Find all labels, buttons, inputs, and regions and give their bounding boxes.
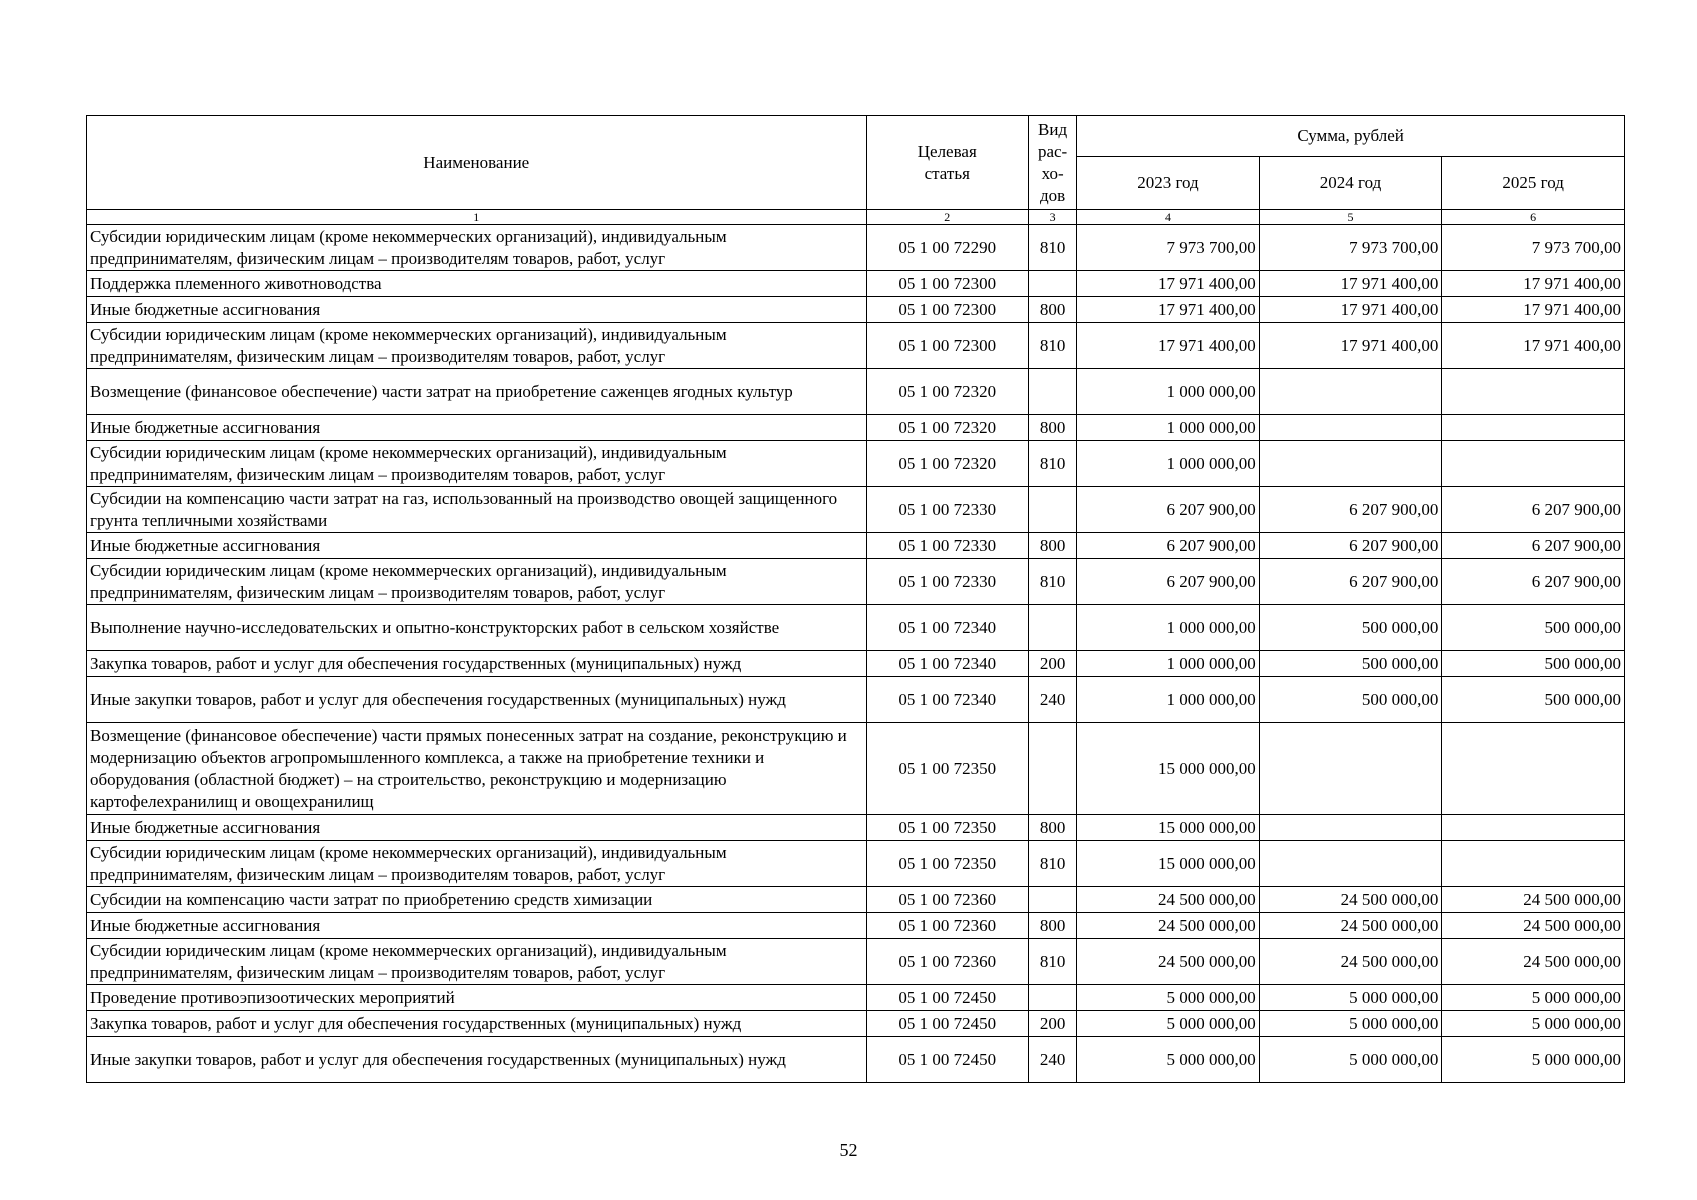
row-amount-2024: 24 500 000,00 — [1259, 887, 1442, 913]
header-year-2023: 2023 год — [1077, 157, 1260, 210]
table-row — [87, 651, 1625, 677]
row-amount-2024: 17 971 400,00 — [1259, 323, 1442, 369]
row-amount-2024: 500 000,00 — [1259, 605, 1442, 651]
header-year-2024: 2024 год — [1259, 157, 1442, 210]
row-expense-type: 810 — [1029, 841, 1077, 887]
header-type-line3: хо- — [1041, 163, 1064, 183]
row-target-code: 05 1 00 72320 — [866, 369, 1029, 415]
row-amount-2025: 24 500 000,00 — [1442, 939, 1625, 985]
row-expense-type: 800 — [1029, 815, 1077, 841]
table-row — [87, 887, 1625, 913]
row-amount-2023: 6 207 900,00 — [1077, 487, 1260, 533]
row-amount-2025 — [1442, 415, 1625, 441]
table-row — [87, 559, 1625, 605]
row-amount-2025: 24 500 000,00 — [1442, 887, 1625, 913]
row-amount-2023: 15 000 000,00 — [1077, 723, 1260, 815]
row-amount-2024: 500 000,00 — [1259, 677, 1442, 723]
row-amount-2024 — [1259, 441, 1442, 487]
row-amount-2024 — [1259, 369, 1442, 415]
row-target-code: 05 1 00 72300 — [866, 271, 1029, 297]
row-expense-type: 800 — [1029, 533, 1077, 559]
row-target-code: 05 1 00 72330 — [866, 487, 1029, 533]
row-amount-2023: 17 971 400,00 — [1077, 297, 1260, 323]
row-amount-2024: 17 971 400,00 — [1259, 297, 1442, 323]
table-row — [87, 297, 1625, 323]
row-amount-2023: 1 000 000,00 — [1077, 415, 1260, 441]
row-amount-2023: 1 000 000,00 — [1077, 369, 1260, 415]
row-name: Иные закупки товаров, работ и услуг для обеспечения государственных (муниципальных) нужд — [87, 677, 867, 723]
row-name: Иные бюджетные ассигнования — [87, 913, 867, 939]
table-row — [87, 225, 1625, 271]
row-target-code: 05 1 00 72290 — [866, 225, 1029, 271]
row-expense-type — [1029, 369, 1077, 415]
row-name: Выполнение научно-исследовательских и опытно-конструкторских работ в сельском хозяйстве — [87, 605, 867, 651]
header-target-line2: статья — [924, 163, 970, 183]
row-name: Возмещение (финансовое обеспечение) части затрат на приобретение саженцев ягодных культур — [87, 369, 867, 415]
row-name: Закупка товаров, работ и услуг для обеспечения государственных (муниципальных) нужд — [87, 1011, 867, 1037]
row-amount-2024: 5 000 000,00 — [1259, 1037, 1442, 1083]
row-amount-2023: 15 000 000,00 — [1077, 815, 1260, 841]
row-target-code: 05 1 00 72330 — [866, 559, 1029, 605]
row-amount-2025: 17 971 400,00 — [1442, 271, 1625, 297]
row-amount-2024: 6 207 900,00 — [1259, 559, 1442, 605]
row-amount-2023: 6 207 900,00 — [1077, 533, 1260, 559]
row-amount-2024 — [1259, 415, 1442, 441]
row-amount-2025: 17 971 400,00 — [1442, 297, 1625, 323]
row-name: Субсидии юридическим лицам (кроме некоммерческих организаций), индивидуальным предпринимателям, физическим лицам – производителям товаров, работ, услуг — [87, 323, 867, 369]
row-amount-2023: 1 000 000,00 — [1077, 605, 1260, 651]
table-row — [87, 939, 1625, 985]
row-name: Иные бюджетные ассигнования — [87, 297, 867, 323]
row-target-code: 05 1 00 72450 — [866, 1011, 1029, 1037]
row-amount-2024: 6 207 900,00 — [1259, 487, 1442, 533]
row-amount-2025: 6 207 900,00 — [1442, 487, 1625, 533]
row-amount-2025 — [1442, 723, 1625, 815]
row-amount-2023: 5 000 000,00 — [1077, 1037, 1260, 1083]
table-row — [87, 369, 1625, 415]
row-amount-2024 — [1259, 815, 1442, 841]
row-target-code: 05 1 00 72350 — [866, 815, 1029, 841]
column-number: 3 — [1029, 210, 1077, 225]
row-amount-2025 — [1442, 815, 1625, 841]
column-number-row — [87, 210, 1625, 225]
row-name: Субсидии юридическим лицам (кроме некоммерческих организаций), индивидуальным предпринимателям, физическим лицам – производителям товаров, работ, услуг — [87, 225, 867, 271]
row-name: Иные бюджетные ассигнования — [87, 533, 867, 559]
header-expense-type — [1029, 116, 1077, 210]
row-amount-2025 — [1442, 369, 1625, 415]
row-name: Иные бюджетные ассигнования — [87, 415, 867, 441]
row-amount-2025: 500 000,00 — [1442, 677, 1625, 723]
table-row — [87, 533, 1625, 559]
row-amount-2023: 1 000 000,00 — [1077, 651, 1260, 677]
row-amount-2023: 24 500 000,00 — [1077, 939, 1260, 985]
header-type-line4: дов — [1040, 185, 1066, 205]
table-row — [87, 487, 1625, 533]
row-amount-2023: 5 000 000,00 — [1077, 1011, 1260, 1037]
header-target-article — [866, 116, 1029, 210]
row-target-code: 05 1 00 72300 — [866, 297, 1029, 323]
row-name: Иные бюджетные ассигнования — [87, 815, 867, 841]
budget-table — [86, 115, 1625, 1083]
row-target-code: 05 1 00 72350 — [866, 723, 1029, 815]
table-row — [87, 415, 1625, 441]
row-amount-2025: 5 000 000,00 — [1442, 1011, 1625, 1037]
row-expense-type: 810 — [1029, 441, 1077, 487]
row-name: Возмещение (финансовое обеспечение) части прямых понесенных затрат на создание, реконструкцию и модернизацию объектов агропромышленного комплекса, а также на приобретение техники и оборудования (областной бюджет) – на строительство, реконструкцию и модернизацию картофелехранилищ и овощехранилищ — [87, 723, 867, 815]
column-number: 6 — [1442, 210, 1625, 225]
row-amount-2023: 5 000 000,00 — [1077, 985, 1260, 1011]
column-number: 2 — [866, 210, 1029, 225]
row-expense-type: 800 — [1029, 913, 1077, 939]
row-amount-2024: 17 971 400,00 — [1259, 271, 1442, 297]
row-expense-type: 200 — [1029, 1011, 1077, 1037]
table-row — [87, 677, 1625, 723]
row-expense-type: 800 — [1029, 297, 1077, 323]
row-expense-type: 810 — [1029, 323, 1077, 369]
row-amount-2024: 500 000,00 — [1259, 651, 1442, 677]
row-target-code: 05 1 00 72340 — [866, 605, 1029, 651]
page-number: 52 — [839, 1140, 858, 1160]
row-amount-2025: 17 971 400,00 — [1442, 323, 1625, 369]
row-amount-2024 — [1259, 723, 1442, 815]
row-target-code: 05 1 00 72330 — [866, 533, 1029, 559]
row-name: Субсидии юридическим лицам (кроме некоммерческих организаций), индивидуальным предпринимателям, физическим лицам – производителям товаров, работ, услуг — [87, 841, 867, 887]
row-name: Субсидии юридическим лицам (кроме некоммерческих организаций), индивидуальным предпринимателям, физическим лицам – производителям товаров, работ, услуг — [87, 939, 867, 985]
table-row — [87, 985, 1625, 1011]
row-amount-2023: 7 973 700,00 — [1077, 225, 1260, 271]
row-target-code: 05 1 00 72450 — [866, 985, 1029, 1011]
row-expense-type: 200 — [1029, 651, 1077, 677]
row-expense-type: 800 — [1029, 415, 1077, 441]
row-expense-type — [1029, 487, 1077, 533]
row-amount-2025: 500 000,00 — [1442, 651, 1625, 677]
row-amount-2023: 15 000 000,00 — [1077, 841, 1260, 887]
row-amount-2025 — [1442, 441, 1625, 487]
row-expense-type — [1029, 985, 1077, 1011]
row-target-code: 05 1 00 72340 — [866, 677, 1029, 723]
row-name: Проведение противоэпизоотических мероприятий — [87, 985, 867, 1011]
row-target-code: 05 1 00 72360 — [866, 939, 1029, 985]
row-amount-2025 — [1442, 841, 1625, 887]
row-expense-type: 810 — [1029, 559, 1077, 605]
table-row — [87, 723, 1625, 815]
row-expense-type — [1029, 887, 1077, 913]
row-expense-type — [1029, 271, 1077, 297]
table-row — [87, 605, 1625, 651]
row-amount-2023: 17 971 400,00 — [1077, 323, 1260, 369]
row-name: Субсидии на компенсацию части затрат по приобретению средств химизации — [87, 887, 867, 913]
row-amount-2024 — [1259, 841, 1442, 887]
row-target-code: 05 1 00 72350 — [866, 841, 1029, 887]
header-target-line1: Целевая — [917, 141, 977, 161]
header-name: Наименование — [87, 116, 867, 210]
table-row — [87, 815, 1625, 841]
row-expense-type — [1029, 723, 1077, 815]
row-amount-2025: 7 973 700,00 — [1442, 225, 1625, 271]
row-amount-2023: 6 207 900,00 — [1077, 559, 1260, 605]
row-amount-2024: 7 973 700,00 — [1259, 225, 1442, 271]
row-name: Иные закупки товаров, работ и услуг для обеспечения государственных (муниципальных) нужд — [87, 1037, 867, 1083]
column-number: 1 — [87, 210, 867, 225]
row-target-code: 05 1 00 72320 — [866, 441, 1029, 487]
header-type-line1: Вид — [1038, 119, 1068, 139]
table-row — [87, 841, 1625, 887]
row-amount-2024: 5 000 000,00 — [1259, 1011, 1442, 1037]
row-target-code: 05 1 00 72320 — [866, 415, 1029, 441]
header-year-2025: 2025 год — [1442, 157, 1625, 210]
row-expense-type: 240 — [1029, 1037, 1077, 1083]
table-row — [87, 1011, 1625, 1037]
row-amount-2025: 5 000 000,00 — [1442, 1037, 1625, 1083]
row-amount-2025: 500 000,00 — [1442, 605, 1625, 651]
row-name: Субсидии юридическим лицам (кроме некоммерческих организаций), индивидуальным предпринимателям, физическим лицам – производителям товаров, работ, услуг — [87, 441, 867, 487]
row-target-code: 05 1 00 72360 — [866, 887, 1029, 913]
column-number: 4 — [1077, 210, 1260, 225]
row-amount-2024: 24 500 000,00 — [1259, 913, 1442, 939]
row-name: Субсидии юридическим лицам (кроме некоммерческих организаций), индивидуальным предпринимателям, физическим лицам – производителям товаров, работ, услуг — [87, 559, 867, 605]
row-amount-2025: 6 207 900,00 — [1442, 559, 1625, 605]
row-amount-2024: 5 000 000,00 — [1259, 985, 1442, 1011]
table-row — [87, 1037, 1625, 1083]
row-target-code: 05 1 00 72360 — [866, 913, 1029, 939]
table-row — [87, 913, 1625, 939]
row-amount-2024: 6 207 900,00 — [1259, 533, 1442, 559]
column-number: 5 — [1259, 210, 1442, 225]
table-row — [87, 271, 1625, 297]
row-amount-2023: 1 000 000,00 — [1077, 677, 1260, 723]
header-type-line2: рас- — [1037, 141, 1068, 161]
row-expense-type: 810 — [1029, 225, 1077, 271]
row-amount-2025: 24 500 000,00 — [1442, 913, 1625, 939]
row-amount-2024: 24 500 000,00 — [1259, 939, 1442, 985]
header-sum: Сумма, рублей — [1077, 116, 1625, 157]
row-expense-type — [1029, 605, 1077, 651]
row-target-code: 05 1 00 72450 — [866, 1037, 1029, 1083]
row-name: Поддержка племенного животноводства — [87, 271, 867, 297]
row-amount-2023: 24 500 000,00 — [1077, 887, 1260, 913]
row-amount-2025: 6 207 900,00 — [1442, 533, 1625, 559]
row-target-code: 05 1 00 72340 — [866, 651, 1029, 677]
table-row — [87, 323, 1625, 369]
row-amount-2025: 5 000 000,00 — [1442, 985, 1625, 1011]
row-expense-type: 240 — [1029, 677, 1077, 723]
row-expense-type: 810 — [1029, 939, 1077, 985]
row-amount-2023: 24 500 000,00 — [1077, 913, 1260, 939]
row-name: Закупка товаров, работ и услуг для обеспечения государственных (муниципальных) нужд — [87, 651, 867, 677]
row-amount-2023: 17 971 400,00 — [1077, 271, 1260, 297]
row-target-code: 05 1 00 72300 — [866, 323, 1029, 369]
row-amount-2023: 1 000 000,00 — [1077, 441, 1260, 487]
row-name: Субсидии на компенсацию части затрат на газ, использованный на производство овощей защищенного грунта тепличными хозяйствами — [87, 487, 867, 533]
table-row — [87, 441, 1625, 487]
